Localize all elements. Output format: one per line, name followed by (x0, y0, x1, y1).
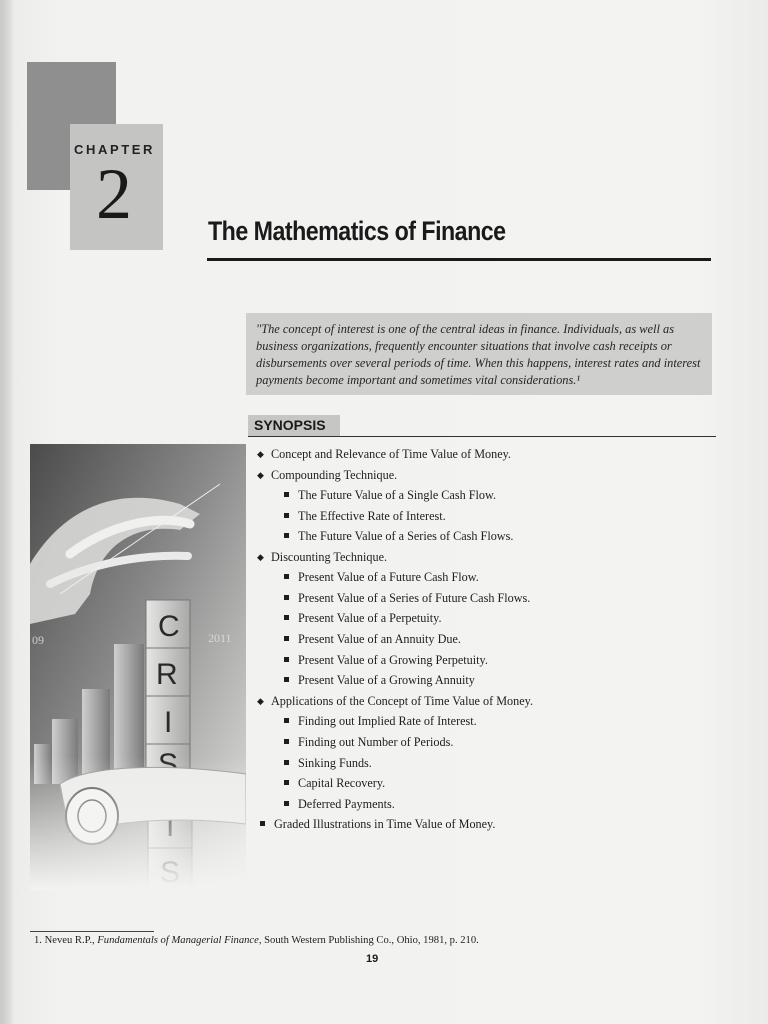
synopsis-heading: SYNOPSIS (248, 415, 340, 436)
footnote (34, 935, 479, 946)
synopsis-item (284, 508, 446, 524)
synopsis-item (284, 796, 395, 812)
footnote-rule (30, 931, 154, 932)
synopsis-item-text: Present Value of a Growing Perpetuity. (298, 653, 488, 667)
synopsis-item (284, 631, 461, 647)
crisis-photo (30, 444, 246, 890)
synopsis-item-text: Present Value of a Growing Annuity (298, 673, 475, 687)
synopsis-item (257, 549, 387, 565)
synopsis-item (257, 446, 511, 462)
synopsis-item-text: Applications of the Concept of Time Value of Money. (271, 694, 533, 708)
square-bullet-icon (284, 739, 289, 744)
synopsis-item (257, 467, 397, 483)
synopsis-item-text: Compounding Technique. (271, 468, 398, 482)
synopsis-item-text: Deferred Payments. (298, 797, 395, 811)
synopsis-item-text: Present Value of a Future Cash Flow. (298, 570, 479, 584)
square-bullet-icon (284, 801, 289, 806)
synopsis-item-text: The Effective Rate of Interest. (298, 509, 446, 523)
synopsis-item-text: Sinking Funds. (298, 756, 372, 770)
footnote-book: Fundamentals of Managerial Finance, (97, 935, 262, 946)
chapter-label: CHAPTER (74, 142, 156, 157)
synopsis-item-text: Finding out Number of Periods. (298, 735, 454, 749)
synopsis-item (284, 713, 477, 729)
square-bullet-icon (284, 595, 289, 600)
epigraph-quote: "The concept of interest is one of the central ideas in finance. Individuals, as well as business organizations, frequently encounter situations that involve cash receipts or disbursements over several periods of time. When this happens, interest rates and interest payments become important and sometimes vital considerations.¹ (246, 313, 712, 395)
footnote-author: Neveu R.P., (44, 935, 95, 946)
square-bullet-icon (284, 513, 289, 518)
square-bullet-icon (284, 718, 289, 723)
square-bullet-icon (284, 615, 289, 620)
diamond-bullet-icon: ◆ (257, 449, 264, 459)
chapter-title: The Mathematics of Finance (208, 216, 506, 246)
square-bullet-icon (284, 657, 289, 662)
diamond-bullet-icon: ◆ (257, 696, 264, 706)
synopsis-item-text: Discounting Technique. (271, 550, 388, 564)
synopsis-item (284, 652, 488, 668)
diamond-bullet-icon: ◆ (257, 552, 264, 562)
square-bullet-icon (260, 821, 265, 826)
title-rule (207, 258, 711, 261)
synopsis-rule (248, 436, 716, 437)
square-bullet-icon (284, 677, 289, 682)
chapter-number: 2 (96, 154, 132, 234)
footnote-publisher: South Western Publishing Co., Ohio, 1981, p. 210. (264, 935, 479, 946)
diamond-bullet-icon: ◆ (257, 470, 264, 480)
synopsis-item (284, 569, 479, 585)
synopsis-item (284, 755, 372, 771)
synopsis-item-text: Present Value of an Annuity Due. (298, 632, 461, 646)
synopsis-item-text: Capital Recovery. (298, 776, 386, 790)
synopsis-item (284, 528, 513, 544)
page-edge-shadow (0, 0, 14, 1024)
photo-fade (30, 444, 246, 890)
square-bullet-icon (284, 780, 289, 785)
page-number: 19 (366, 953, 379, 965)
square-bullet-icon (284, 760, 289, 765)
synopsis-item-text: The Future Value of a Series of Cash Flows. (298, 529, 514, 543)
synopsis-item-text: Finding out Implied Rate of Interest. (298, 714, 477, 728)
synopsis-item (284, 775, 385, 791)
square-bullet-icon (284, 574, 289, 579)
synopsis-item (284, 610, 442, 626)
synopsis-item-text: Present Value of a Series of Future Cash Flows. (298, 591, 531, 605)
footnote-number: 1. (34, 935, 42, 946)
square-bullet-icon (284, 492, 289, 497)
synopsis-item (284, 487, 496, 503)
synopsis-item-text: Graded Illustrations in Time Value of Money. (274, 817, 496, 831)
synopsis-item (260, 816, 495, 832)
synopsis-item (284, 734, 453, 750)
square-bullet-icon (284, 636, 289, 641)
square-bullet-icon (284, 533, 289, 538)
synopsis-item-text: Present Value of a Perpetuity. (298, 611, 442, 625)
synopsis-item (257, 693, 533, 709)
synopsis-item-text: Concept and Relevance of Time Value of Money. (271, 447, 511, 461)
synopsis-item (284, 672, 475, 688)
synopsis-item-text: The Future Value of a Single Cash Flow. (298, 488, 497, 502)
synopsis-item (284, 590, 530, 606)
